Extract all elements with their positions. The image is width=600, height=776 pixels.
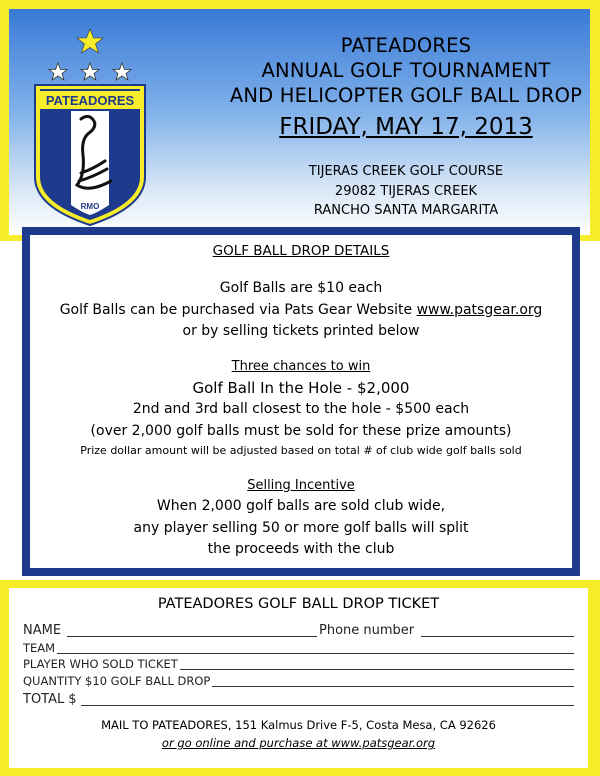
phone-field[interactable] (421, 636, 574, 637)
venue-name: TIJERAS CREEK GOLF COURSE (308, 164, 504, 179)
golf-ball-drop-ticket (0, 580, 600, 776)
phone-label: Phone number (319, 623, 415, 638)
star-icon (77, 29, 103, 53)
details-title: GOLF BALL DROP DETAILS (212, 243, 390, 259)
incentive-line-2: any player selling 50 or more golf balls will split (133, 519, 469, 536)
prize-hole-in-one: Golf Ball In the Hole - $2,000 (192, 378, 410, 397)
chances-title: Three chances to win (231, 358, 371, 374)
player-row (23, 655, 574, 671)
incentive-title: Selling Incentive (247, 478, 355, 493)
venue-city: RANCHO SANTA MARGARITA (313, 203, 499, 218)
mail-address: MAIL TO PATEADORES, 151 Kalmus Drive F-5, Costa Mesa, CA 92626 (101, 718, 496, 732)
team-row (23, 639, 574, 655)
header-banner (0, 0, 600, 241)
event-title-line-1: ANNUAL GOLF TOURNAMENT (261, 59, 551, 82)
team-label: TEAM (23, 641, 56, 655)
online-purchase-link[interactable]: or go online and purchase at www.patsgear.org (161, 736, 436, 750)
total-field[interactable] (81, 705, 574, 706)
team-field[interactable] (57, 653, 574, 654)
logo-initials-text: RMO (80, 202, 100, 211)
event-title-line-2: AND HELICOPTER GOLF BALL DROP (229, 84, 583, 107)
quantity-field[interactable] (211, 686, 574, 687)
name-field[interactable] (67, 636, 317, 637)
star-icon (49, 63, 67, 80)
tickets-text: or by selling tickets printed below (182, 323, 420, 339)
ticket-title: PATEADORES GOLF BALL DROP TICKET (157, 596, 440, 612)
header-panel (9, 9, 590, 235)
player-field[interactable] (173, 669, 574, 670)
prize-closest: 2nd and 3rd ball closest to the hole - $500 each (132, 401, 470, 417)
venue-block (241, 162, 571, 221)
org-title: PATEADORES (340, 34, 472, 57)
header-text (229, 33, 583, 221)
purchase-prefix: Golf Balls can be purchased via Pats Gear Website (59, 301, 417, 318)
name-row (23, 622, 574, 638)
logo-name-text: PATEADORES (45, 93, 135, 108)
golf-ball-drop-details (22, 227, 580, 576)
name-label: NAME (23, 623, 62, 638)
patsgear-link[interactable]: www.patsgear.org (416, 301, 543, 318)
purchase-text (30, 300, 572, 322)
pateadores-logo (31, 27, 149, 227)
price-text: Golf Balls are $10 each (219, 280, 383, 296)
total-row (23, 691, 574, 707)
ticket-form (9, 588, 588, 768)
prize-note: (over 2,000 golf balls must be sold for these prize amounts) (90, 422, 512, 439)
incentive-line-3: the proceeds with the club (207, 541, 395, 557)
prize-adjust-note: Prize dollar amount will be adjusted based on total # of club wide golf balls sold (80, 444, 522, 457)
incentive-line-1: When 2,000 golf balls are sold club wide, (156, 498, 446, 514)
venue-address: 29082 TIJERAS CREEK (334, 183, 478, 199)
star-icon (113, 63, 131, 80)
event-date: FRIDAY, MAY 17, 2013 (279, 114, 533, 140)
quantity-row (23, 672, 574, 688)
player-label: PLAYER WHO SOLD TICKET (23, 657, 178, 671)
total-label: TOTAL $ (23, 692, 77, 707)
quantity-label: QUANTITY $10 GOLF BALL DROP (23, 674, 211, 688)
star-icon (81, 63, 99, 80)
